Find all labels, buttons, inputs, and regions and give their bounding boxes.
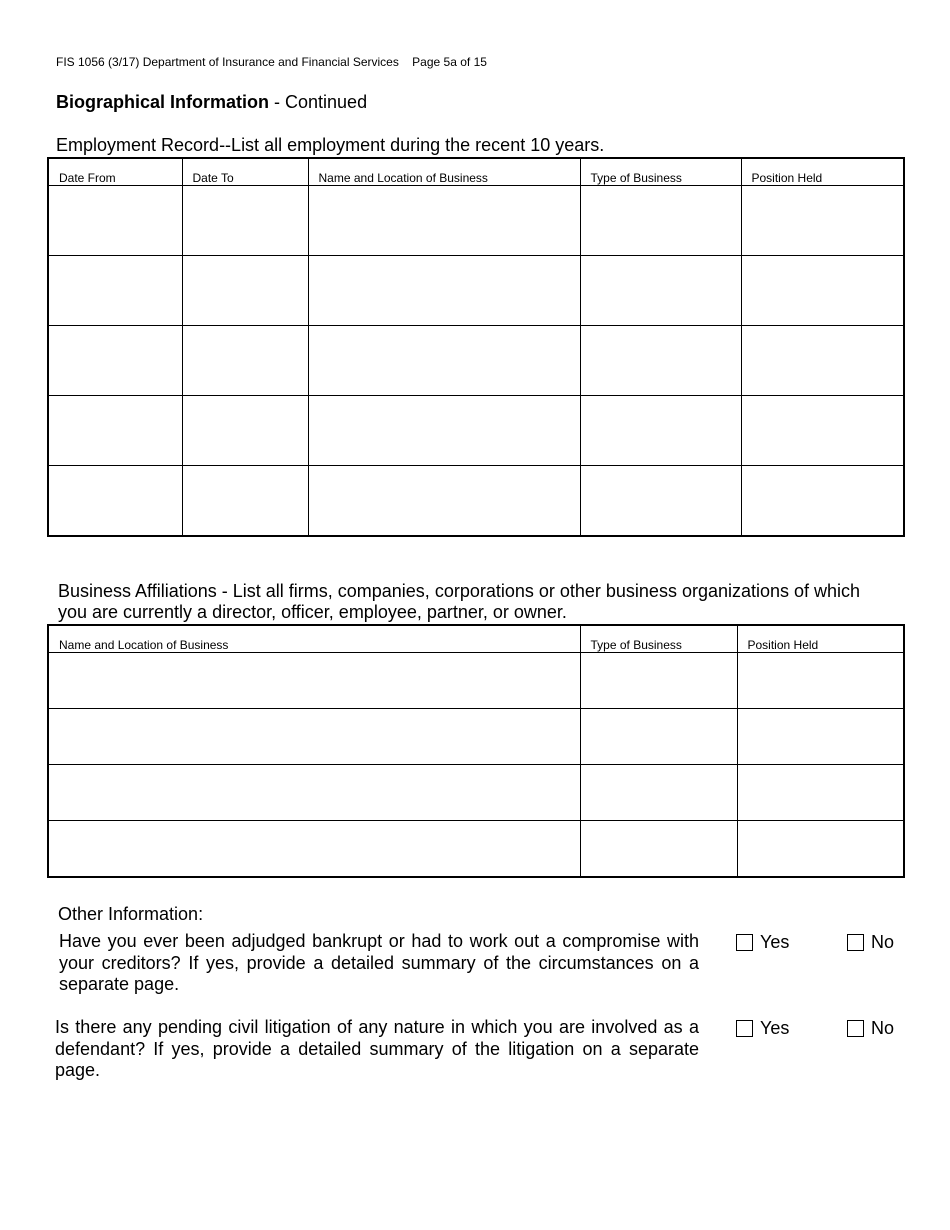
business-name-location-field[interactable] xyxy=(48,652,580,708)
table-row xyxy=(48,325,904,395)
affiliations-instruction xyxy=(58,581,918,623)
date-to-field[interactable] xyxy=(182,185,308,255)
business-type-field[interactable] xyxy=(580,820,737,877)
position-held-field[interactable] xyxy=(741,255,904,325)
position-held-field[interactable] xyxy=(737,764,904,820)
table-row xyxy=(48,652,904,708)
litigation-yes-option[interactable] xyxy=(736,1018,789,1039)
section-title-rest: - Continued xyxy=(269,92,368,112)
business-type-field[interactable] xyxy=(580,255,741,325)
position-held-field[interactable] xyxy=(741,395,904,465)
business-type-field[interactable] xyxy=(580,395,741,465)
business-type-field[interactable] xyxy=(580,708,737,764)
position-held-field[interactable] xyxy=(737,708,904,764)
business-type-field[interactable] xyxy=(580,652,737,708)
other-information-title: Other Information: xyxy=(58,904,204,924)
column-header-position-held: Position Held xyxy=(737,625,904,652)
position-held-field[interactable] xyxy=(741,465,904,536)
business-affiliations-table xyxy=(47,624,905,878)
date-from-field[interactable] xyxy=(48,255,182,325)
business-name-location-field[interactable] xyxy=(48,764,580,820)
affiliations-instruction-line2: you are currently a director, officer, employee, partner, or owner. xyxy=(58,602,567,622)
table-row xyxy=(48,185,904,255)
column-header-date-to: Date To xyxy=(182,158,308,185)
no-label: No xyxy=(871,1018,895,1038)
business-name-location-field[interactable] xyxy=(308,325,580,395)
affiliations-instruction-line1: Business Affiliations - List all firms, companies, corporations or other business organizations of which xyxy=(58,581,861,601)
column-header-name-location: Name and Location of Business xyxy=(48,625,580,652)
no-label: No xyxy=(871,932,895,952)
table-row xyxy=(48,465,904,536)
yes-label: Yes xyxy=(760,932,790,952)
section-title xyxy=(56,92,367,113)
employment-record-table xyxy=(47,157,905,537)
column-header-name-location: Name and Location of Business xyxy=(308,158,580,185)
position-held-field[interactable] xyxy=(737,820,904,877)
business-type-field[interactable] xyxy=(580,325,741,395)
date-from-field[interactable] xyxy=(48,185,182,255)
business-name-location-field[interactable] xyxy=(48,708,580,764)
litigation-no-checkbox[interactable] xyxy=(847,1020,864,1037)
employment-instruction: Employment Record--List all employment during the recent 10 years. xyxy=(56,135,605,155)
bankruptcy-question: Have you ever been adjudged bankrupt or had to work out a compromise with your creditors? If yes, provide a detailed summary of the circumstances on a separate page. xyxy=(59,931,699,994)
date-to-field[interactable] xyxy=(182,325,308,395)
bankruptcy-yes-checkbox[interactable] xyxy=(736,934,753,951)
form-header: FIS 1056 (3/17) Department of Insurance and Financial Services Page 5a of 15 xyxy=(56,55,487,69)
position-held-field[interactable] xyxy=(741,325,904,395)
table-row xyxy=(48,764,904,820)
business-type-field[interactable] xyxy=(580,465,741,536)
business-type-field[interactable] xyxy=(580,764,737,820)
date-from-field[interactable] xyxy=(48,465,182,536)
column-header-type-of-business: Type of Business xyxy=(580,625,737,652)
section-title-bold: Biographical Information xyxy=(56,92,270,112)
business-name-location-field[interactable] xyxy=(308,255,580,325)
date-to-field[interactable] xyxy=(182,255,308,325)
bankruptcy-yes-option[interactable] xyxy=(736,932,789,953)
table-header-row xyxy=(48,625,904,652)
table-row xyxy=(48,255,904,325)
column-header-type-of-business: Type of Business xyxy=(580,158,741,185)
business-name-location-field[interactable] xyxy=(48,820,580,877)
column-header-position-held: Position Held xyxy=(741,158,904,185)
table-row xyxy=(48,395,904,465)
date-from-field[interactable] xyxy=(48,325,182,395)
litigation-no-option[interactable] xyxy=(847,1018,894,1039)
business-name-location-field[interactable] xyxy=(308,465,580,536)
date-from-field[interactable] xyxy=(48,395,182,465)
date-to-field[interactable] xyxy=(182,465,308,536)
litigation-yes-checkbox[interactable] xyxy=(736,1020,753,1037)
table-header-row xyxy=(48,158,904,185)
column-header-date-from: Date From xyxy=(48,158,182,185)
bankruptcy-no-option[interactable] xyxy=(847,932,894,953)
yes-label: Yes xyxy=(760,1018,790,1038)
business-type-field[interactable] xyxy=(580,185,741,255)
business-name-location-field[interactable] xyxy=(308,185,580,255)
litigation-question: Is there any pending civil litigation of any nature in which you are involved as a defendant? If yes, provide a detailed summary of the litigation on a separate page. xyxy=(55,1017,699,1080)
position-held-field[interactable] xyxy=(741,185,904,255)
position-held-field[interactable] xyxy=(737,652,904,708)
date-to-field[interactable] xyxy=(182,395,308,465)
business-name-location-field[interactable] xyxy=(308,395,580,465)
table-row xyxy=(48,820,904,877)
bankruptcy-no-checkbox[interactable] xyxy=(847,934,864,951)
table-row xyxy=(48,708,904,764)
